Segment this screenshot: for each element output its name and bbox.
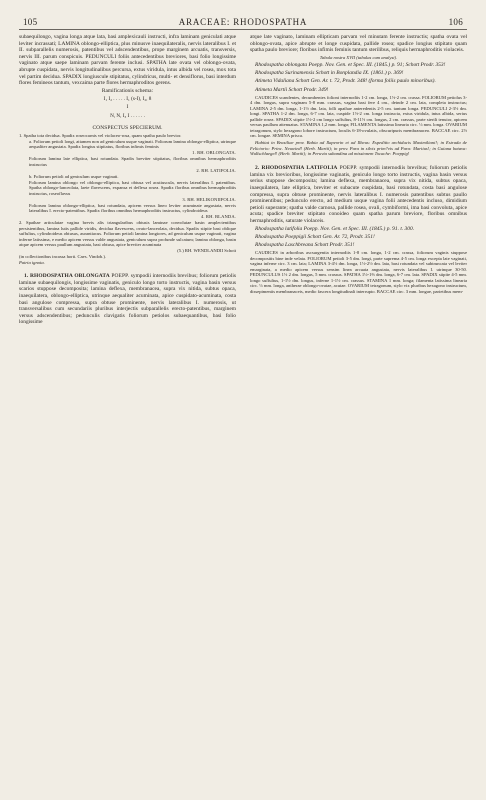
species-key (19, 133, 236, 266)
key-result-2: 2. RH. LATIFOLIA. (196, 167, 236, 173)
ramification-formula-line-1: I₁ I₂ . . . . . I₁ (s-I), I₂, 8 (103, 96, 152, 103)
species-1-text: sympodii internodiis brevibus; foliorum petiolis laminae subaequilongis, longissime vaginatis, geniculo longo torto instructis, vagina basin versus scarios stuppose decomposita; lamina deflexa, membranacea, supra vix nitida, subtus opaca, inaequilatera, oblongo-elliptica, utrinque aequaliter acuminata, apice cuspidato-acuminata, costa basi angulose compressa, supra obtuse prominente, nervis lateralibus I. numerosis, ut transversalibus cum secundariis pluribus interjectis subparallelis erecto-patentibus, marginem versus adscendentibus; pedunculis clavigatis foliorum petiolos subaequantibus, basi folio longissime (19, 273, 237, 326)
key-result-1: 1. RH. OBLONGATA. (192, 150, 236, 156)
synonym-1: Rhodospatha oblongata Poepp. Nov. Gen. et Spec. III. (1845.) p. 91; Schott Prodr. 353! (255, 62, 446, 69)
key-entry-9: Patria ignota. (19, 260, 45, 266)
synonym-4: Atimeta Martii Schott Prodr. 349! (255, 86, 329, 93)
synonym-2: Rhodospatha Surinamensis Schott in Bonplandia IX. (1861.) p. 369! (255, 70, 404, 77)
left-column (19, 34, 236, 327)
synonym-3: Atimeta Vidaliana Schott Gen. Ar. t. 72, Prodr. 348! (forma foliis paulo minoribus). (255, 78, 436, 85)
species-2-author: POEPP. (339, 165, 358, 172)
species-1-continued: atque late vaginato, laminam ellipticam parvam vel minutam ferente instructis; spatha ovata vel oblongo-ovata, apice abrupte et longe cuspidata, pallide rosea; spadice longius stipitato quam spatha paulo breviore; floribus infimis feminis tantum sterilibus, reliquis hermaphroditis violaceis. (250, 34, 467, 54)
right-column (250, 34, 467, 327)
plate-reference: Tabula nostra XVII (tabulas cum analysi). (319, 55, 398, 61)
header-rule (19, 29, 467, 30)
species-1-description: CAUDICES scandentes, decumbentes folioni internodiis 1-2 cm. longa, 1½-2 cm. crassa. FOLIORUM petiolus 3-4 dm. longus, supra vaginam 5-8 mm. crassus, vagina basi fere 4 cm., deinde 2 cm. lata, completa instructus; LAMINA 2-5 dm. longa, 1-1½ dm. lata, folli apathae anteredentis 2-5 cm. tantum longa. PEDUNCULI 2-3½ dm. longi. SPATHA 1-2 dm. longa, 6-7 cm. lata, cuspide 1½-2 cm. longa instructa, extus viridula, intus albida, serius pallide rosea. SPADIX stipite 1½-2 cm longo suffultus, 8-11½ cm. longus, 2 cm. crassus, parte sterili tenuior, apicem versus paullum attenuatus. STAMINA 1,2 mm. longa; FILAMENTA latissima linearia circ. ⅓ mm. longa. OVARIUM tetragonum, stylo hexagono lobore instructum, loculis 6-18-ovulatis, obscuripuris membranaceo. BACCAE circ. 2½ cm. longae. SEMINA prisca. (250, 94, 467, 139)
key-entry-4: b. Foliorum petioli ad geniculum usque vaginati. (29, 173, 119, 179)
ramification-title: Ramificationis schema: (101, 88, 154, 95)
running-title: ARACEAE: RHODOSPATHA (178, 17, 308, 27)
species-1-author: POEPP. (111, 273, 130, 280)
key-entry-8: (in collectionibus incassa horti. Caes. Vindob.). (19, 254, 107, 260)
species-1-habitat: Habitat in Brasiliae prov. Bahia ad Ilapeorin et ad Ilheus: Espeditio archiducis Maximiliani!; in Estrada de Feliciorio: Princ. Neuwied! (Herb. Martii); in prov. Para in silvis prim?vis ad Para: Martius!; in Guiana batava: Wullschlaegel! (Herb. Martii); in Peruvia subandina ad missionem Tocache: Poeppig! (250, 140, 467, 157)
conspectus-title: CONSPECTUS SPECIERUM. (92, 124, 163, 131)
key-entry-5: Foliorum lamina oblongo vel oblongo-elliptica, basi obtusa vel acutiuscula, nervis lateralibus I. patentibus. Spatha oblongo-lanceolata, laete flavescens, expansa et deflexa rosea. Spadix floribus omnibus hermaphroditis instructus, roseoflavus (29, 179, 236, 196)
synonym-5: Rhodospatha latifolia Poepp. Nov. Gen. et Spec. III. (1845.) p. 91. t. 300. (255, 226, 415, 232)
species-2-entry (250, 165, 467, 224)
left-page-number: 105 (23, 17, 38, 27)
species-1-title: 1. RHODOSPATHA OBLONGATA (24, 273, 110, 280)
synonym-7: Rhodospatha Laschbreana Schott Prodr. 351! (255, 242, 355, 249)
ramification-formula-line-3: N, N, I₃ I . . . . . . (110, 112, 145, 119)
ramification-formula-line-2: I (126, 104, 129, 111)
key-result-3: 3. RH. HELIKONIIFOLIA. (182, 196, 236, 202)
key-entry-6: Foliorum lamina oblongo-elliptica, basi rotundata, apicem versus lineo leviter acuminate angustata, nervis lateralibus I. erecto-patentibus. Spadix floribus omnibus hermaphroditis instructus, cylindroideus (29, 202, 236, 214)
running-header (19, 17, 467, 27)
text-columns (19, 34, 467, 327)
key-entry-2: a. Foliorum petioli longi, attamen non ad geniculum usque vaginati. Foliorum lamina oblongo-elliptica, utrinque aequaliter angustata. Spadix longius stipitatus, floribus infimis feminis (29, 138, 236, 150)
right-page-number: 106 (448, 17, 463, 27)
species-2-description: CAUDICES in arboribus ascsurgentia internodiis 1-8 cm. longa, 1-2 cm. crassa, foliorum vaginis stuppose decompositis bine inde velata. FOLIORUM petioli 3-5 dm. longi, parte suprema 4-5 cm. longa excepta late vaginati, vagina inferne circ. 3 cm. lata; LAMINA 3-4½ dm. longa, 1½-2½ dm. lata, basi rotundata vel subtruncata vel leviter emarginata, a medio apicem versus sensim linea arcuata angustata, nervis lateralibus I. utrinque 30-50. PEDUNCULUS 1½ 2 dm. longus, 5 mm. crassus. SPATHA 1½-1⅔ dm. longa, 6-7 cm. lata. SPADIX stipite 4-5 mm. longo suffultus, 1-1½ dm. longus, inferne 1-1½ cm. crassus. STAMINA 1 mm. longa; filamenta latissima linearia circ. ⅓ mm. longa, antherae oblongo-ovatae, acutae. OVARIUM tetragonum, stylo vix pluribus hexagono instructum, dissepimentis membranaceis, medio fascera longitudinali interrupto. BACCAE circ. 3 mm. longae, parietibus mem- (250, 250, 467, 294)
synonym-6: Rhodospatha Poeppigii Schott Gen. Ar. 72, Prodr. 351! (255, 234, 375, 241)
key-entry-3: Foliorum lamina late elliptica, basi rotundata. Spadix breviter stipitatus, floribus omnibus hermaphroditis instructus (29, 156, 236, 167)
key-result-4: 4. RH. BLANDA. (201, 214, 236, 220)
key-entry-7: 2. Spathae articulatae vagina brevis alis triangularibus obtusis laminae convolutae basin amplectentibus persistentibus, lamina lutis pallide viridis, decidua flavescens, ovato-lanceolata, decidua. Spadix stipite basi oblique suffultus, cylindroideus obtusus, aurantiacus. Foliorum petioli lamina longiores, ad geniculum usque vaginati, vagina inferne latissima, e medio apicem versus valde angustata, geniculum supra profunde sulcatum; lamina oblonga, basin atque apicem versus paullum angustata, basi obtusa, apice breviter acuminata (19, 220, 236, 248)
key-entry-1: 1. Spatha tota decidua. Spadix roseocarnis vel violaceo-rosa, quam spatha paulo brevior. (19, 132, 182, 138)
genus-description: subaequilongo, vagina longa atque lata, basi amplexicauli instructi, infra laminam geniculati atque leviter incrassati; LAMINA oblongo-elliptica, plus minusve inaequilateralis, nervis lateralibus I. et II. subparallelis numerosis, patentibus vel adscendentibus, prope marginem arcuatis, transversis, nervis III. parum conspicuis. PEDUNCULI foliis antecedentibus breviores, basi folio longissime vaginato atque saepe laminam parvam ferente inclusi. SPATHA late ovata vel oblongo-ovata, abrupte cuspidata, nervis longitudinalibus percursa, extus viridula, intus albida vel rosea, mox tota vel partim decidua. SPADIX longiuscule stipitatus, cylindricus, multi- et densiflorus, basi interdum flores femineos tantum, vexcaima parte flores hermaphroditos gerens. (19, 34, 236, 87)
species-2-text: sympodii internodiis brevibus; foliorum petiolis lamina vix brevioribus, longissime vaginatis, geniculo longo torto instructis, vagina basin versus serius stuppose decomposita; lamina deflexa, membranacea, supra vix nitida, subtus opaca, inaequilatera, late elliptica, breviter et subacute cuspidata, basi rotundata, costa basi angulose compressa, supra obtuse prominente, nervis lateralibus I. numerosis patentibus subtus paullo prominentibus; pedunculo erecto, ad medium usque vagina folii antecedentis incluso, dimidium petioli superante; spatha valde carnosa, pallide rosea, ovali, cymbiformi, ima basi convoluta, apice acuta; spadice breviter stipitato conoideo quam spatha parum breviore, floribus omnibus hermaphroditis, saturate violaceis. (250, 165, 468, 224)
species-2-title: 2. RHODOSPATHA LATIFOLIA (255, 165, 338, 172)
species-1-entry (19, 273, 236, 326)
key-result-5: (5.) RH. WENDLANDII Schott (177, 248, 236, 254)
